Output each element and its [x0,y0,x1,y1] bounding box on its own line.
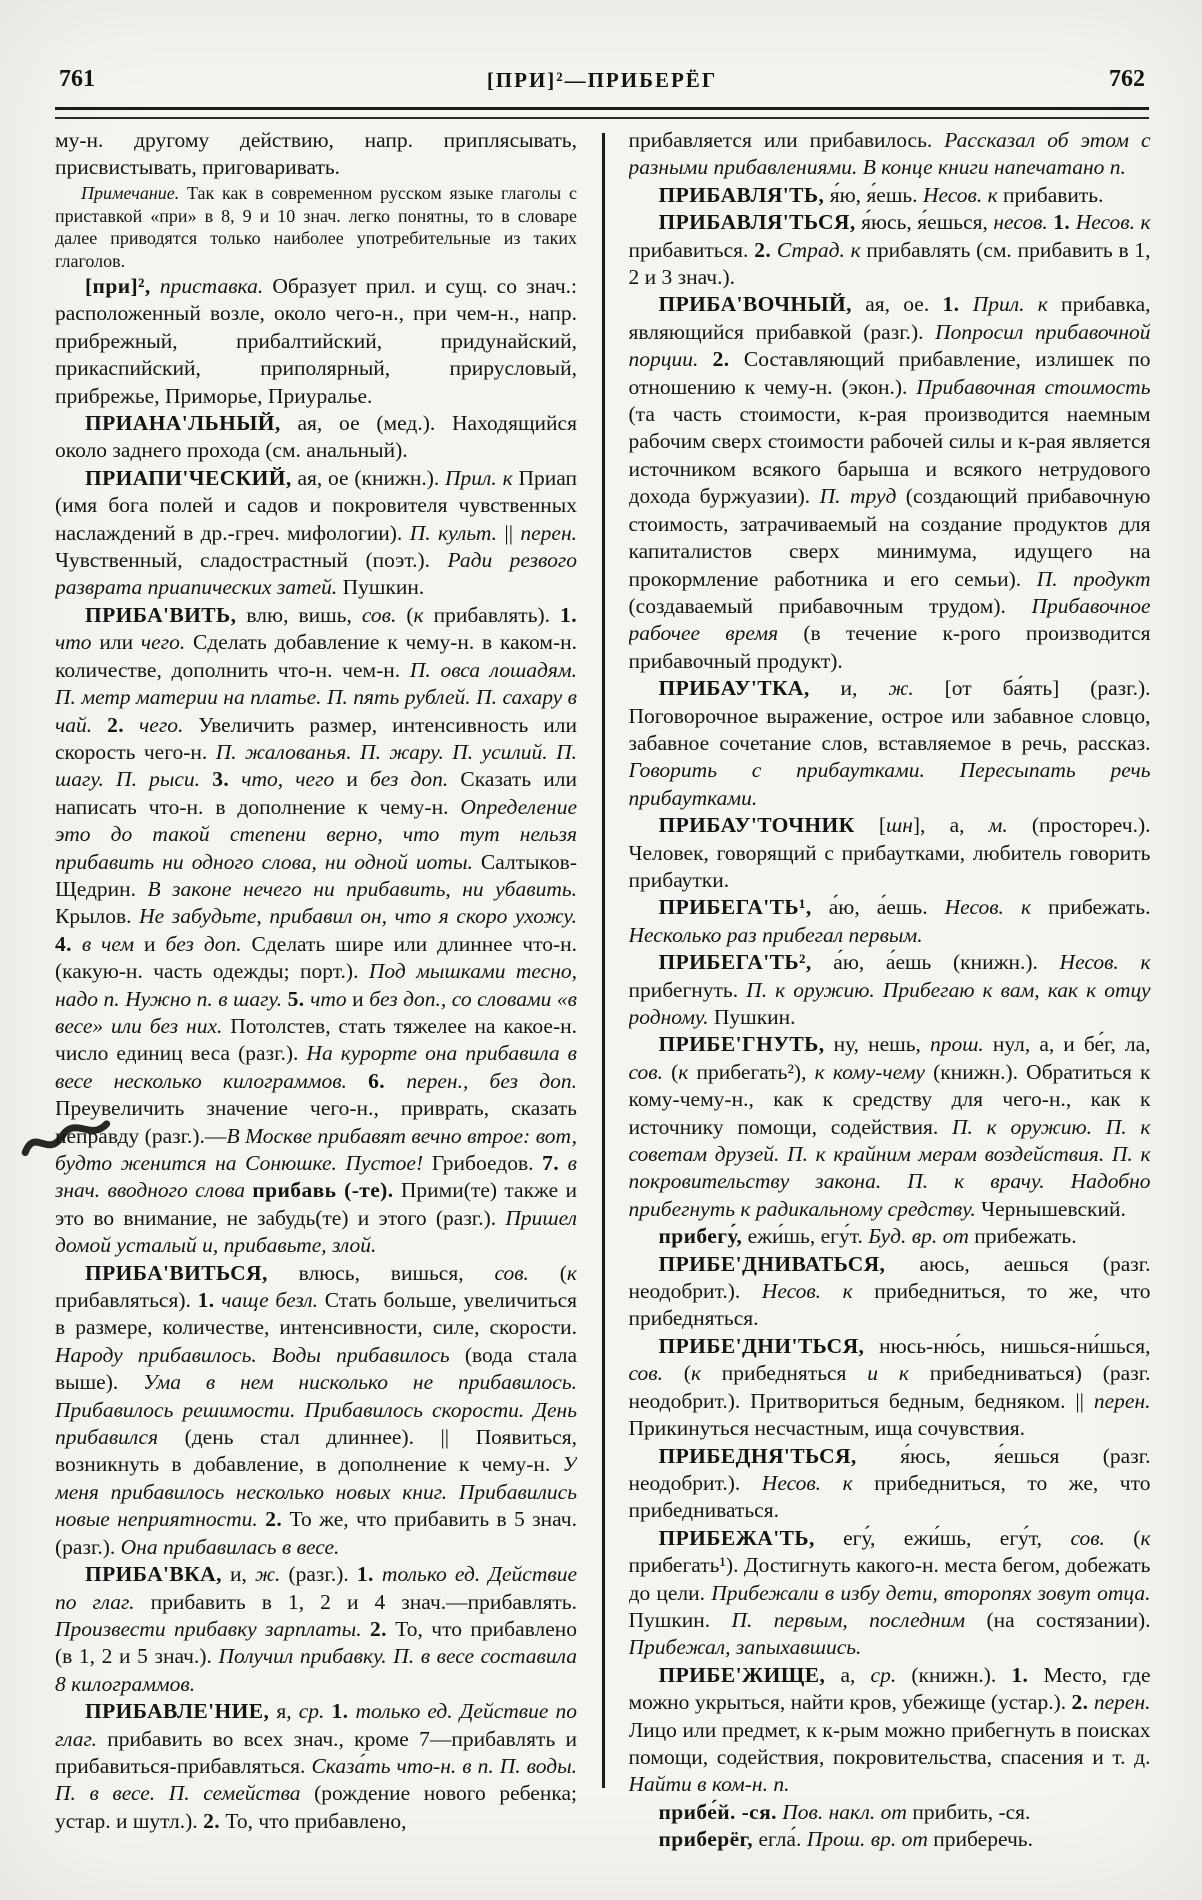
dictionary-entry: ПРИБЕ'ГНУТЬ, ну, нешь, прош. нул, а, и бе́г, ла, сов. (к прибегать²), к кому-чему (книжн.). Обратиться к кому-чему-н., как к средству для чего-н., как к источнику помощи, содействия. П. к оружию. П. к советам друзей. П. к крайним мерам воздействия. П. к покровительству закона. П. к врачу. Надобно прибегнуть к радикальному средству. Чернышевский. [628,1032,1151,1221]
dictionary-entry: прибегу́, ежи́шь, егу́т. Буд. вр. от прибежать. [658,1224,1077,1249]
text-block [55,127,1151,1852]
dictionary-entry: [при]², приставка. Образует прил. и сущ. со знач.: расположенный возле, около чего-н., при чем-н., напр. прибрежный, прибалтийский, придунайский, прикаспийский, приполярный, прирусловый, прибрежье, Приморье, Приуралье. [55,274,577,408]
dictionary-entry: ПРИБЕ'ДНИВАТЬСЯ, аюсь, аешься (разг. неодобрит.). Несов. к прибедниться, то же, что прибедняться. [628,1251,1151,1331]
header-rule [55,107,1149,119]
dictionary-entry: ПРИБЕ'ДНИ'ТЬСЯ, нюсь-ню́сь, нишься-ни́шься, сов. (к прибедняться и к прибедниваться) (разг. неодобрит.). Притвориться бедным, бедняком. || перен. Прикинуться несчастным, ища сочувствия. [628,1333,1151,1441]
note-paragraph: Примечание. Так как в современном русском языке глаголы с приставкой «при» в 8, 9 и 10 знач. легко понятны, то в словаре далее приводятся только наиболее употребительные из таких глаголов. [55,182,577,272]
page-header [57,64,1147,100]
continuation-paragraph: прибавляется или прибавилось. Рассказал об этом с разными прибавлениями. В конце книги напечатано п. [628,128,1151,180]
dictionary-entry: ПРИБЕЖА'ТЬ, егу́, ежи́шь, егу́т, сов. (к прибегать¹). Достигнуть какого-н. места бегом, добежать до цели. Прибежали в избу дети, второпях зовут отца. Пушкин. П. первым, последним (на состязании). Прибежал, запыхавшись. [628,1525,1151,1660]
dictionary-entry: ПРИБАУ'ТОЧНИК [шн], а, м. (простореч.). Человек, говорящий с прибаутками, любитель говорить прибаутки. [628,813,1151,892]
continuation-paragraph: му-н. другому действию, напр. приплясывать, присвистывать, приговаривать. [55,128,577,180]
page-number-right: 762 [1109,66,1145,92]
dictionary-entry: ПРИБА'ВОЧНЫЙ, ая, ое. 1. Прил. к прибавка, являющийся прибавкой (разг.). Попросил прибавочной порции. 2. Составляющий прибавление, излишек по отношению к чему-н. (экон.). Прибавочная стоимость (та часть стоимости, к-рая производится наемным рабочим сверх стоимости рабочей силы и к-рая является источником всякого барыша и всякого нетрудового дохода буржуазии). П. труд (создающий прибавочную стоимость, затрачиваемый на создание продуктов для капиталистов сверх минимума, идущего на прокормление работника и его семьи). П. продукт (создаваемый прибавочным трудом). Прибавочное рабочее время (в течение к-рого производится прибавочный продукт). [628,292,1151,673]
dictionary-entry: ПРИБАВЛЯ'ТЬСЯ, я́юсь, я́ешься, несов. 1. Несов. к прибавиться. 2. Страд. к прибавлять (см. прибавить в 1, 2 и 3 знач.). [628,210,1151,290]
dictionary-entry: ПРИБЕДНЯ'ТЬСЯ, я́юсь, я́ешься (разг. неодобрит.). Несов. к прибедниться, то же, что прибедниваться. [628,1443,1151,1523]
dictionary-entry: прибе́й. -ся. Пов. накл. от прибить, -ся. [658,1799,1031,1824]
page-number-left: 761 [59,66,95,92]
dictionary-entry: ПРИБАВЛЯ'ТЬ, я́ю, я́ешь. Несов. к прибавить. [658,182,1104,207]
dictionary-entry: приберёг, егла́. Прош. вр. от приберечь. [658,1827,1033,1852]
dictionary-entry: ПРИБА'ВИТЬСЯ, влюсь, вишься, сов. (к прибавляться). 1. чаще безл. Стать больше, увеличиться в размере, количестве, интенсивности, силе, скорости. Народу прибавилось. Воды прибавилось (вода стала выше). Ума в нем нисколько не прибавилось. Прибавилось решимости. Прибавилось скорости. День прибавился (день стал длиннее). || Появиться, возникнуть в добавление, в дополнение к чему-н. У меня прибавилось несколько новых книг. Прибавились новые неприятности. 2. То же, что прибавить в 5 знач. (разг.). Она прибавилась в весе. [55,1260,577,1559]
dictionary-entry: ПРИБЕГА'ТЬ², а́ю, а́ешь (книжн.). Несов. к прибегнуть. П. к оружию. Прибегаю к вам, как к отцу родному. Пушкин. [628,950,1151,1029]
left-column [55,127,577,1852]
dictionary-entry: ПРИБА'ВКА, и, ж. (разг.). 1. только ед. Действие по глаг. прибавить в 1, 2 и 4 знач.—прибавлять. Произвести прибавку зарплаты. 2. То, что прибавлено (в 1, 2 и 5 знач.). Получил прибавку. П. в весе составила 8 килограммов. [55,1562,577,1696]
dictionary-entry: ПРИБЕ'ЖИЩЕ, а, ср. (книжн.). 1. Место, где можно укрыться, найти кров, убежище (устар.). 2. перен. Лицо или предмет, к к-рым можно прибегнуть в поисках помощи, содействия, покровительства, спасения и т. д. Найти в ком-н. п. [628,1662,1151,1797]
dictionary-entry: ПРИБА'ВИТЬ, влю, вишь, сов. (к прибавлять). 1. что или чего. Сделать добавление к чему-н. в каком-н. количестве, дополнить что-н. чем-н. П. овса лошадям. П. метр материи на платье. П. пять рублей. П. сахару в чай. 2. чего. Увеличить размер, интенсивность или скорость чего-н. П. жалованья. П. жару. П. усилий. П. шагу. П. рыси. 3. что, чего и без доп. Сказать или написать что-н. в дополнение к чему-н. Определение это до такой степени верно, что тут нельзя прибавить ни одного слова, ни одной иоты. Салтыков-Щедрин. В законе нечего ни прибавить, ни убавить. Крылов. Не забудьте, прибавил он, что я скоро ухожу. 4. в чем и без доп. Сделать шире или длиннее что-н. (какую-н. часть одежды; порт.). Под мышками тесно, надо п. Нужно п. в шагу. 5. что и без доп., со словами «в весе» или без них. Потолстев, стать тяжелее на какое-н. число единиц веса (разг.). На курорте она прибавила в весе несколько килограммов. 6. перен., без доп. Преувеличить значение чего-н., приврать, сказать неправду (разг.).—В Москве прибавят вечно втрое: вот, будто женится на Сонюшке. Пустое! Грибоедов. 7. в знач. вводного слова прибавь (-те). Прими(те) также и это во внимание, не забудь(те) и этого (разг.). Пришел домой усталый и, прибавьте, злой. [55,602,577,1258]
dictionary-entry: ПРИБЕГА'ТЬ¹, а́ю, а́ешь. Несов. к прибежать. Несколько раз прибегал первым. [628,895,1151,947]
dictionary-entry: ПРИБАУ'ТКА, и, ж. [от ба́ять] (разг.). Поговорочное выражение, острое или забавное словцо, забавное сочетание слов, вставляемое в речь, рассказ. Говорить с прибаутками. Пересыпать речь прибаутками. [628,676,1151,810]
column-divider [602,133,605,1788]
dictionary-entry: ПРИАПИ'ЧЕСКИЙ, ая, ое (книжн.). Прил. к Приап (имя бога полей и садов и покровителя чувственных наслаждений в др.-греч. мифологии). П. культ. || перен. Чувственный, сладострастный (поэт.). Ради резвого разврата приапических затей. Пушкин. [55,465,577,600]
dictionary-entry: ПРИАНА'ЛЬНЫЙ, ая, ое (мед.). Находящийся около заднего прохода (см. анальный). [55,411,577,463]
dictionary-entry: ПРИБАВЛЕ'НИЕ, я, ср. 1. только ед. Действие по глаг. прибавить во всех знач., кроме 7—прибавлять и прибавиться-прибавляться. Сказа́ть что-н. в п. П. воды. П. в весе. П. семейства (рождение нового ребенка; устар. и шутл.). 2. То, что прибавлено, [55,1699,577,1833]
right-column [629,127,1151,1852]
running-head: [ПРИ]²—ПРИБЕРЁГ [486,68,718,92]
